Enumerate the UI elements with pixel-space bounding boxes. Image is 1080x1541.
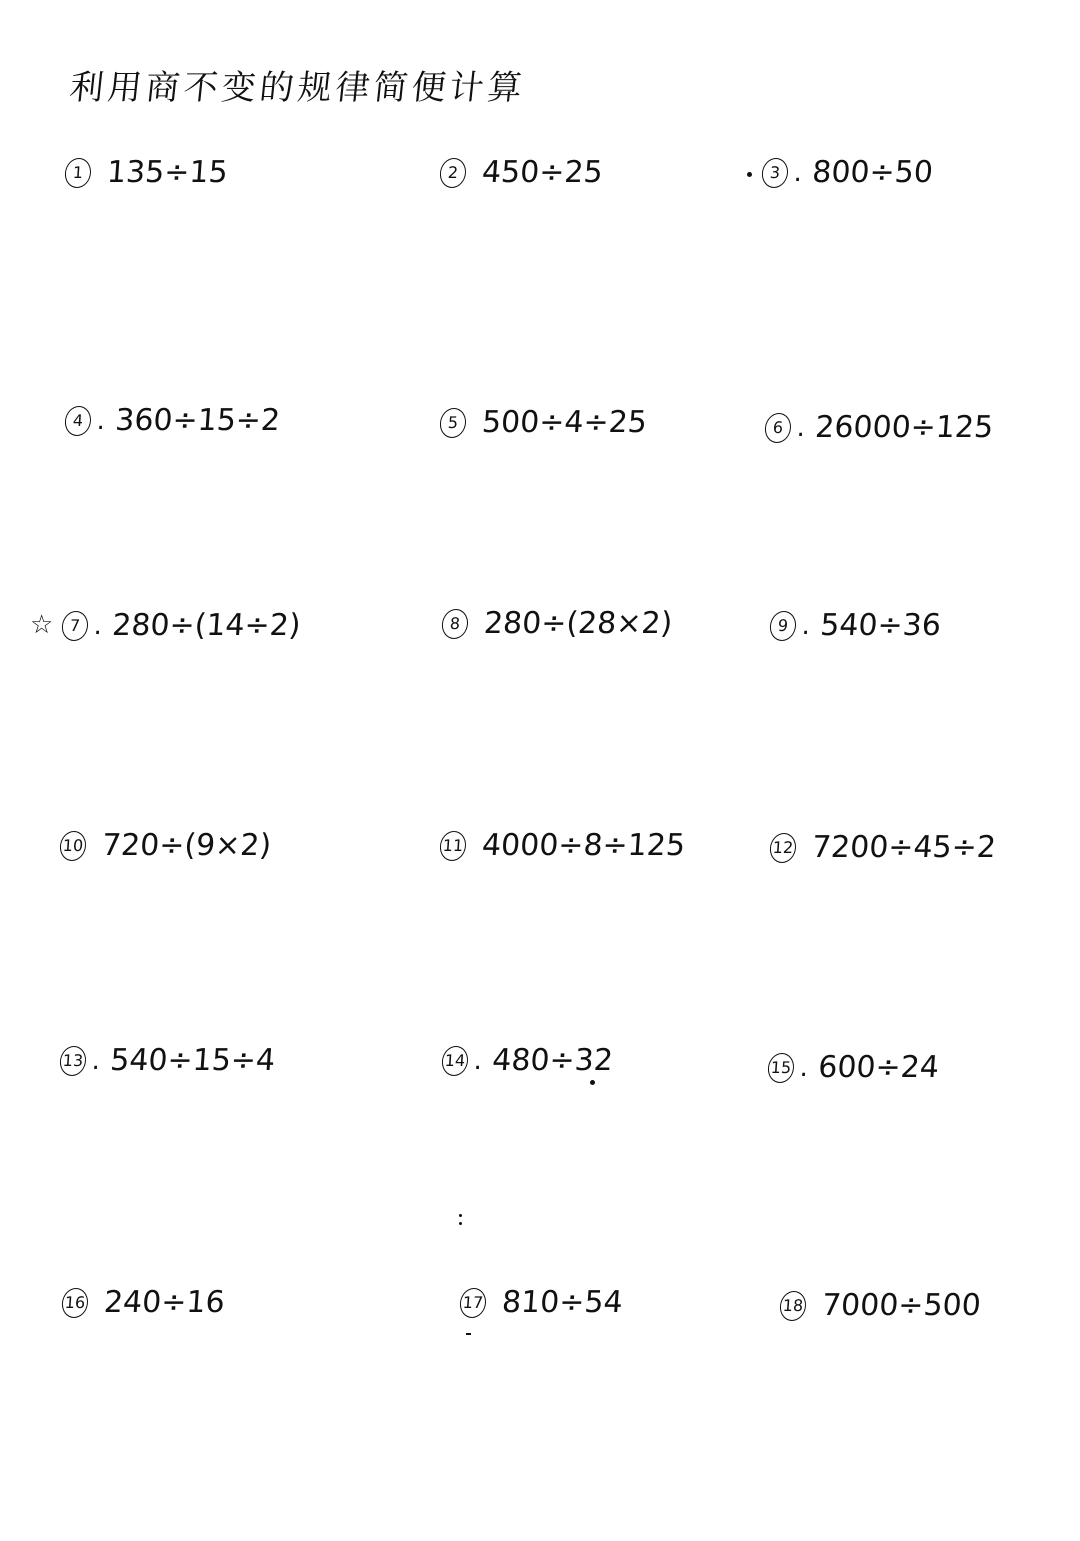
problem-separator: .: [95, 405, 107, 436]
problem-item: [64, 155, 229, 190]
ink-dot: [747, 172, 752, 177]
problem-item: [59, 1043, 277, 1078]
problem-number: 5: [439, 408, 467, 438]
problem-expression: 7200÷45÷2: [810, 830, 998, 865]
problem-item: [761, 155, 934, 190]
ink-dot: [466, 1333, 471, 1335]
problem-expression: 135÷15: [105, 155, 229, 190]
problem-expression: 540÷36: [819, 608, 943, 643]
problem-number: 14: [441, 1046, 469, 1076]
problem-number: 1: [64, 158, 92, 188]
problem-separator: .: [92, 610, 104, 641]
problem-expression: 810÷54: [500, 1285, 624, 1320]
problem-item: [459, 1285, 624, 1320]
problem-number: 2: [439, 158, 467, 188]
problem-item: [764, 410, 995, 445]
problem-expression: 26000÷125: [814, 410, 995, 445]
problem-separator: .: [90, 1045, 102, 1076]
problem-item: [64, 403, 282, 438]
problem-separator: .: [800, 610, 812, 641]
problem-expression: 450÷25: [480, 155, 604, 190]
problem-expression: 280÷(14÷2): [111, 608, 302, 643]
problem-number: 12: [769, 833, 797, 863]
problem-number: 3: [761, 158, 789, 188]
ink-dot: [590, 1080, 595, 1085]
problem-number: 8: [441, 609, 469, 639]
problem-expression: 800÷50: [811, 155, 935, 190]
star-icon: ☆: [30, 610, 54, 640]
problem-number: 17: [459, 1288, 487, 1318]
problem-item: [61, 608, 302, 643]
problem-item: [441, 1043, 614, 1078]
problem-number: 4: [64, 406, 92, 436]
problem-item: [439, 155, 604, 190]
ink-dot: [459, 1214, 462, 1217]
problem-expression: 360÷15÷2: [114, 403, 282, 438]
problem-number: 6: [764, 413, 792, 443]
problem-item: [441, 606, 674, 641]
problem-item: [61, 1285, 226, 1320]
problem-expression: 540÷15÷4: [109, 1043, 277, 1078]
problem-expression: 7000÷500: [820, 1288, 982, 1323]
problem-separator: .: [472, 1045, 484, 1076]
problem-item: [439, 828, 686, 863]
worksheet-title: 利用商不变的规律简便计算: [67, 68, 528, 108]
problem-expression: 280÷(28×2): [482, 606, 674, 641]
problem-item: [769, 608, 942, 643]
problem-expression: 4000÷8÷125: [480, 828, 687, 863]
problem-expression: 480÷32: [491, 1043, 615, 1078]
problem-number: 18: [779, 1291, 807, 1321]
problem-number: 9: [769, 611, 797, 641]
problem-item: [769, 830, 997, 865]
problem-number: 13: [59, 1046, 87, 1076]
problem-number: 15: [767, 1053, 795, 1083]
problem-expression: 720÷(9×2): [100, 828, 273, 863]
problem-expression: 600÷24: [817, 1050, 941, 1085]
problem-separator: .: [795, 412, 807, 443]
problem-separator: .: [798, 1052, 810, 1083]
problem-item: [767, 1050, 940, 1085]
problem-number: 7: [61, 611, 89, 641]
problem-expression: 240÷16: [102, 1285, 226, 1320]
problem-number: 16: [61, 1288, 89, 1318]
problem-item: [59, 828, 273, 863]
ink-dot: [459, 1222, 462, 1225]
problem-expression: 500÷4÷25: [480, 405, 649, 440]
problem-number: 11: [439, 831, 467, 861]
problem-separator: .: [792, 157, 804, 188]
problem-item: [439, 405, 648, 440]
problem-number: 10: [59, 831, 87, 861]
problem-item: [779, 1288, 982, 1323]
